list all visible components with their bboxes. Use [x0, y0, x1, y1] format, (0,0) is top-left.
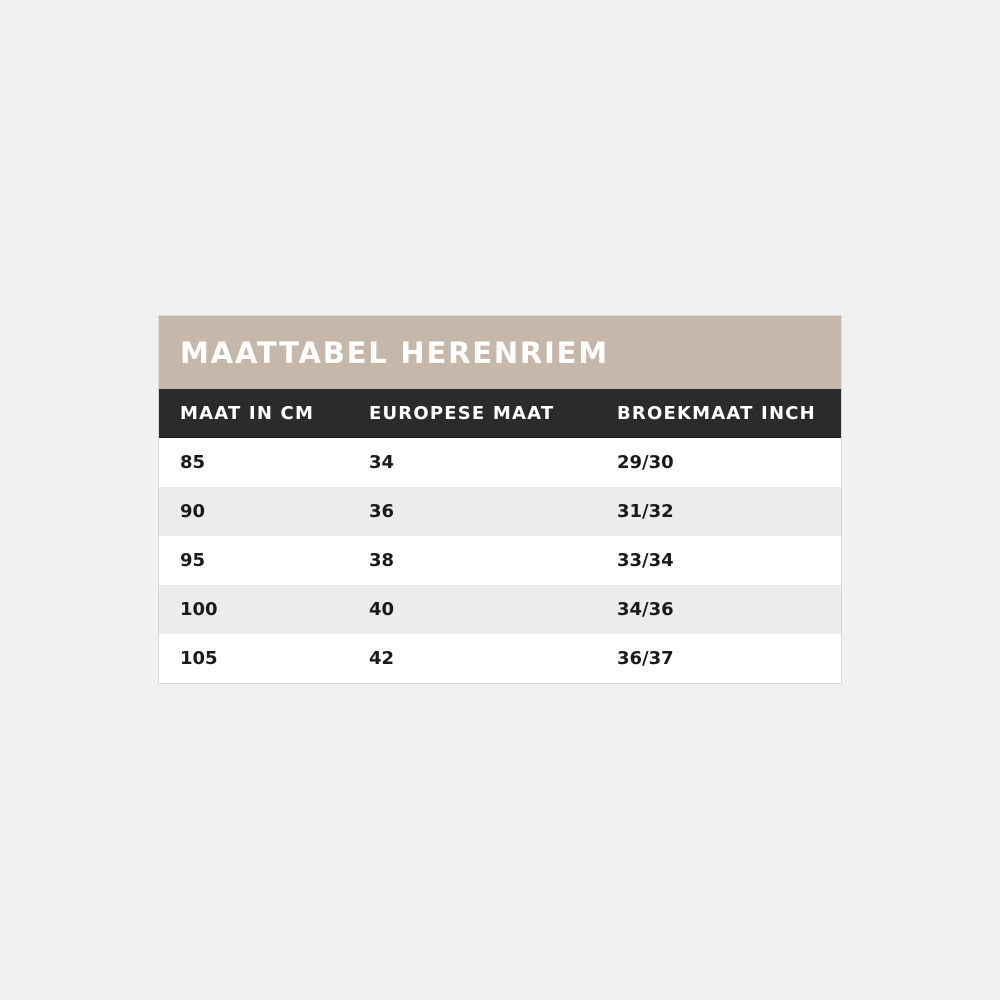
- table-title-bar: [159, 316, 841, 389]
- column-header-europese-maat: EUROPESE MAAT: [369, 402, 555, 424]
- cell-maat-in-cm: 85: [180, 451, 206, 473]
- cell-europese-maat: 40: [369, 598, 395, 620]
- table-row: [159, 634, 841, 683]
- column-header-maat-in-cm: MAAT IN CM: [180, 402, 315, 424]
- cell-maat-in-cm: 95: [180, 549, 206, 571]
- cell-europese-maat: 34: [369, 451, 395, 473]
- table-header-row: [159, 389, 841, 438]
- cell-europese-maat: 42: [369, 647, 395, 669]
- cell-broekmaat-inch: 31/32: [617, 500, 674, 522]
- table-row: [159, 536, 841, 585]
- cell-europese-maat: 36: [369, 500, 395, 522]
- cell-broekmaat-inch: 33/34: [617, 549, 674, 571]
- cell-broekmaat-inch: 29/30: [617, 451, 674, 473]
- table-row: [159, 438, 841, 487]
- cell-maat-in-cm: 100: [180, 598, 218, 620]
- cell-broekmaat-inch: 36/37: [617, 647, 674, 669]
- cell-broekmaat-inch: 34/36: [617, 598, 674, 620]
- table-title: MAATTABEL HERENRIEM: [180, 336, 609, 370]
- table-row: [159, 487, 841, 536]
- table-row: [159, 585, 841, 634]
- size-chart-table: [159, 316, 841, 683]
- cell-europese-maat: 38: [369, 549, 395, 571]
- cell-maat-in-cm: 90: [180, 500, 206, 522]
- column-header-broekmaat-inch: BROEKMAAT INCH: [617, 402, 816, 424]
- cell-maat-in-cm: 105: [180, 647, 218, 669]
